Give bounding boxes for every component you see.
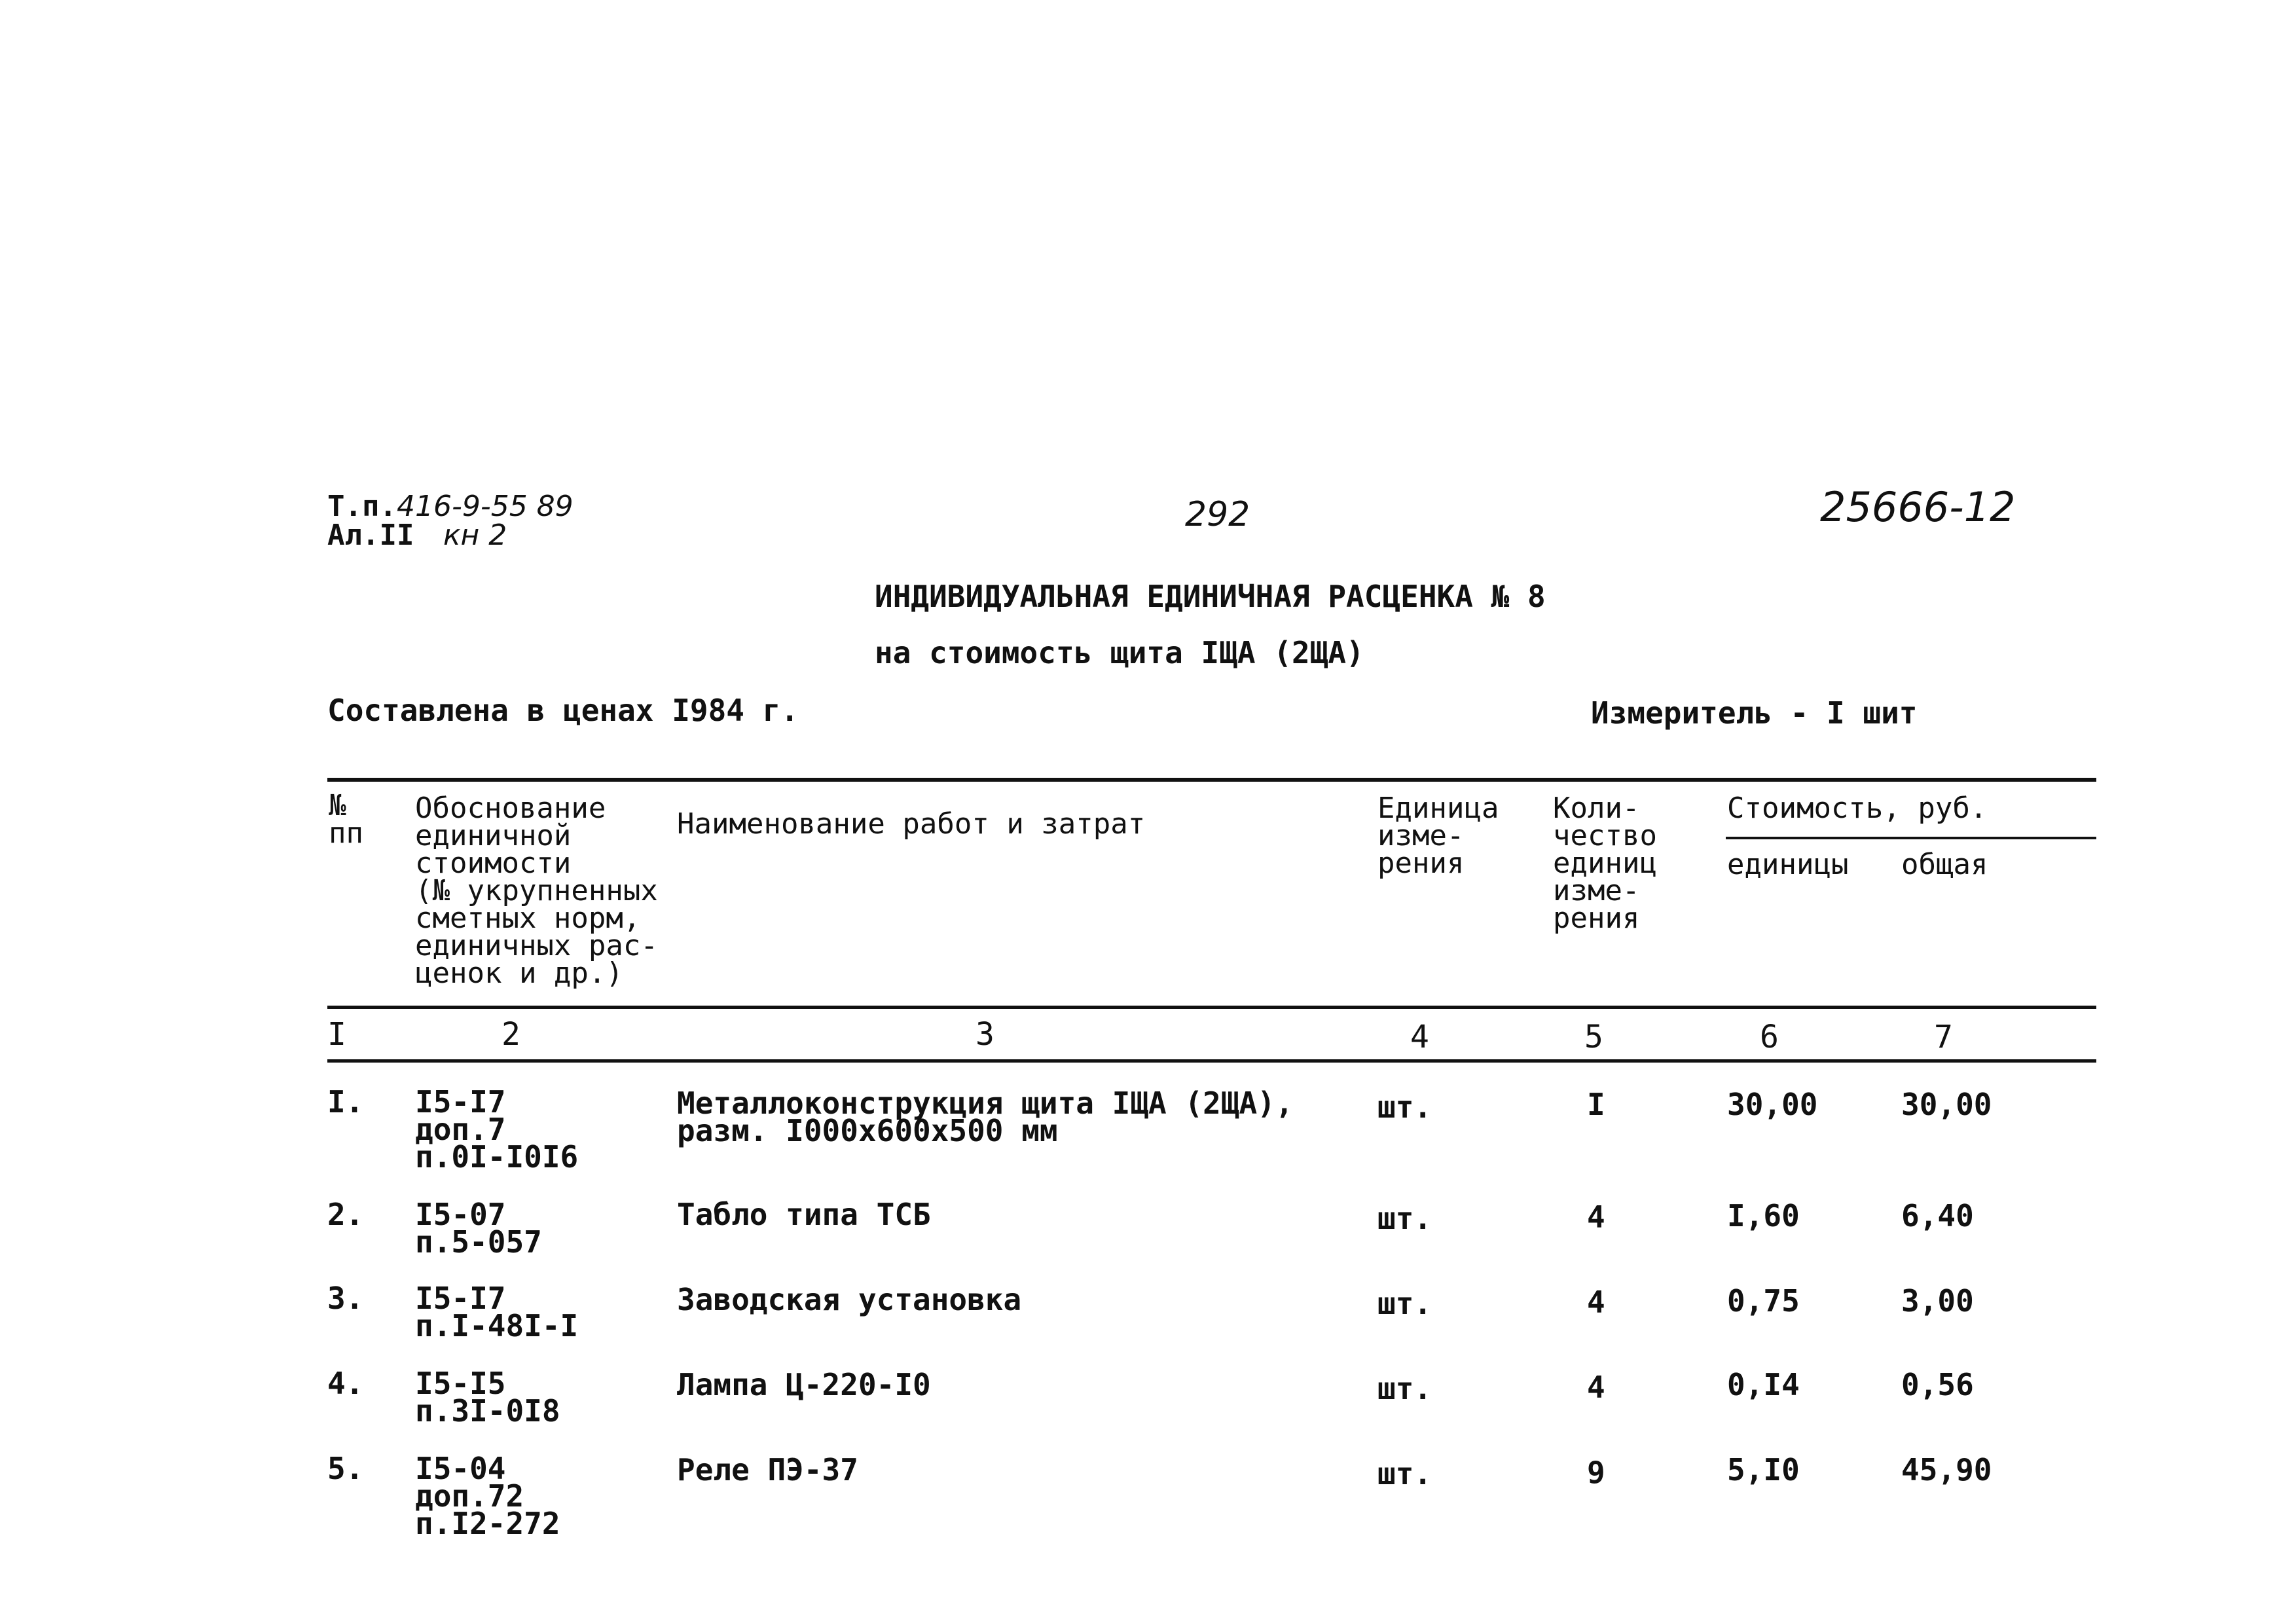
row-unit: шт. xyxy=(1377,1456,1432,1491)
table-top-rule xyxy=(327,778,2096,782)
row-basis: I5-I7 доп.7 п.0I-I0I6 xyxy=(415,1084,579,1175)
row-work-name: Металлоконструкция щита IЩА (2ЩА), разм. I000х600х500 мм xyxy=(677,1085,1294,1148)
row-total-price: 6,40 xyxy=(1901,1198,1974,1233)
header-unit: Единица изме- рения xyxy=(1377,792,1499,880)
row-unit-price: 0,I4 xyxy=(1727,1367,1800,1402)
col-number-3: 3 xyxy=(975,1016,994,1053)
row-basis: I5-I5 п.3I-0I8 xyxy=(415,1366,560,1429)
row-work-name: Табло типа ТСБ xyxy=(677,1197,931,1232)
row-number: I. xyxy=(327,1084,364,1120)
album-prefix: Ал.II xyxy=(327,519,414,552)
header-bottom-rule xyxy=(327,1006,2096,1009)
col-number-6: 6 xyxy=(1760,1019,1779,1055)
row-basis: I5-I7 п.I-48I-I xyxy=(415,1281,579,1343)
row-unit: шт. xyxy=(1377,1089,1432,1125)
row-basis: I5-04 доп.72 п.I2-272 xyxy=(415,1451,560,1541)
row-quantity: 4 xyxy=(1587,1285,1605,1320)
doc-ref-handwritten: 416-9-55 89 xyxy=(396,490,574,523)
row-total-price: 3,00 xyxy=(1901,1283,1974,1319)
col-number-7: 7 xyxy=(1934,1019,1953,1055)
measure-unit: Измеритель - I шит xyxy=(1591,695,1918,731)
row-work-name: Лампа Ц-220-I0 xyxy=(677,1367,931,1402)
document-title: ИНДИВИДУАЛЬНАЯ ЕДИНИЧНАЯ РАСЦЕНКА № 8 xyxy=(875,579,1546,614)
header-cost: Стоимость, руб. xyxy=(1727,792,1988,825)
row-quantity: 9 xyxy=(1587,1455,1605,1490)
row-work-name: Реле ПЭ-37 xyxy=(677,1452,858,1487)
row-work-name: Заводская установка xyxy=(677,1282,1022,1317)
row-total-price: 0,56 xyxy=(1901,1367,1974,1402)
row-quantity: 4 xyxy=(1587,1199,1605,1235)
row-number: 4. xyxy=(327,1366,364,1401)
row-quantity: I xyxy=(1587,1087,1605,1122)
row-number: 3. xyxy=(327,1281,364,1316)
doc-ref-line2 xyxy=(327,521,507,550)
sheet-code: 25666-12 xyxy=(1820,483,2016,531)
row-unit-price: 0,75 xyxy=(1727,1283,1800,1319)
col-number-2: 2 xyxy=(501,1016,520,1053)
row-unit-price: I,60 xyxy=(1727,1198,1800,1233)
header-cost-total: общая xyxy=(1901,848,1988,881)
row-unit-price: 5,I0 xyxy=(1727,1452,1800,1487)
row-number: 5. xyxy=(327,1451,364,1486)
row-total-price: 45,90 xyxy=(1901,1452,1992,1487)
header-basis: Обоснование единичной стоимости (№ укрупненных сметных норм, единичных рас- ценок и др.) xyxy=(415,792,658,990)
col-number-4: 4 xyxy=(1410,1019,1429,1055)
header-cost-unit: единицы xyxy=(1727,848,1849,881)
row-quantity: 4 xyxy=(1587,1370,1605,1405)
header-work-name: Наименование работ и затрат xyxy=(677,807,1146,841)
doc-ref-line1 xyxy=(327,492,574,521)
col-number-1: I xyxy=(327,1016,346,1053)
row-unit-price: 30,00 xyxy=(1727,1087,1818,1122)
row-total-price: 30,00 xyxy=(1901,1087,1992,1122)
row-unit: шт. xyxy=(1377,1286,1432,1321)
row-unit: шт. xyxy=(1377,1201,1432,1236)
cost-header-rule xyxy=(1726,837,2096,839)
compiled-prices: Составлена в ценах I984 г. xyxy=(327,693,799,728)
page-number: 292 xyxy=(1185,495,1250,534)
header-row-number: № пп xyxy=(329,789,363,850)
header-quantity: Коли- чество единиц изме- рения xyxy=(1553,792,1657,935)
document-subtitle: на стоимость щита IЩА (2ЩА) xyxy=(875,635,1364,670)
row-basis: I5-07 п.5-057 xyxy=(415,1197,542,1260)
col-number-5: 5 xyxy=(1584,1019,1603,1055)
row-number: 2. xyxy=(327,1197,364,1232)
row-unit: шт. xyxy=(1377,1371,1432,1406)
book-handwritten: кн 2 xyxy=(443,519,507,552)
doc-ref-prefix: Т.п. xyxy=(327,490,397,523)
col-numbers-bottom-rule xyxy=(327,1059,2096,1063)
